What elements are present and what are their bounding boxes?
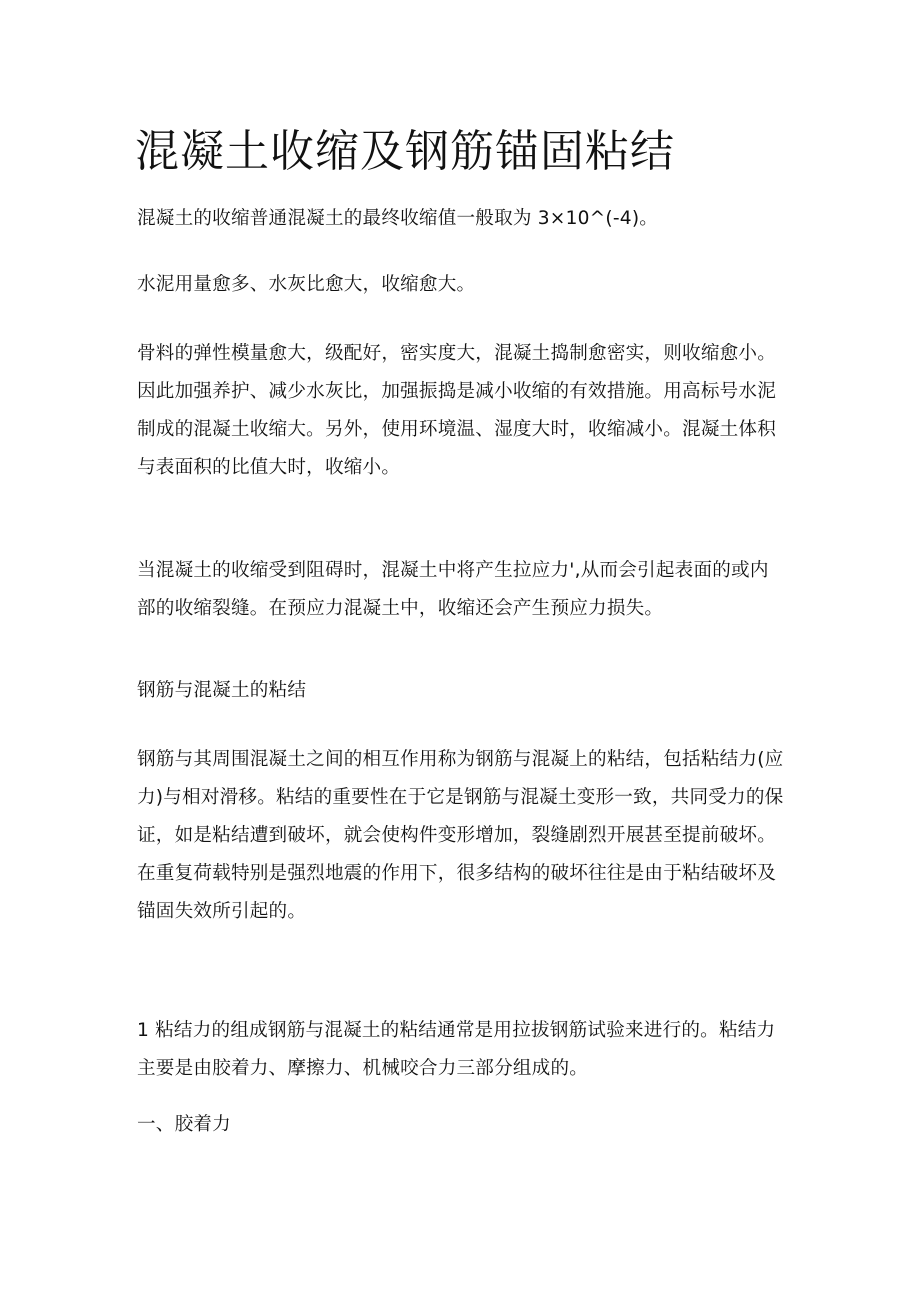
paragraph-shrinkage-value: 混凝土的收缩普通混凝土的最终收缩值一般取为 3×10^(-4)。 [137,208,659,229]
paragraph-bond-components: 1 粘结力的组成钢筋与混凝土的粘结通常是用拉拔钢筋试验来进行的。粘结力主要是由胶着力、摩擦力、机械咬合力三部分组成的。 [137,1020,776,1079]
paragraph-restrained-shrinkage: 当混凝土的收缩受到阻碍时，混凝土中将产生拉应力',从而会引起表面的或内部的收缩裂缝。在预应力混凝土中，收缩还会产生预应力损失。 [137,560,769,619]
document-title: 混凝土收缩及钢筋锚固粘结 [135,126,675,177]
section-heading-adhesion: 一、胶着力 [137,1114,231,1135]
paragraph-aggregate-effect: 骨料的弹性模量愈大，级配好，密实度大，混凝土捣制愈密实，则收缩愈小。因此加强养护、减少水灰比，加强振捣是减小收缩的有效措施。用高标号水泥制成的混凝土收缩大。另外，使用环境温、湿度大时，收缩减小。混凝土体积与表面积的比值大时，收缩小。 [137,343,776,478]
paragraph-cement-ratio: 水泥用量愈多、水灰比愈大，收缩愈大。 [137,274,476,295]
section-heading-bond: 钢筋与混凝土的粘结 [137,680,307,701]
paragraph-bond-definition: 钢筋与其周围混凝土之间的相互作用称为钢筋与混凝上的粘结，包括粘结力(应力)与相对滑移。粘结的重要性在于它是钢筋与混凝土变形一致，共同受力的保证，如是粘结遭到破坏，就会使构件变形增加，裂缝剧烈开展甚至提前破坏。在重复荷载特别是强烈地震的作用下，很多结构的破坏往往是由于粘结破坏及锚固失效所引起的。 [137,749,784,922]
